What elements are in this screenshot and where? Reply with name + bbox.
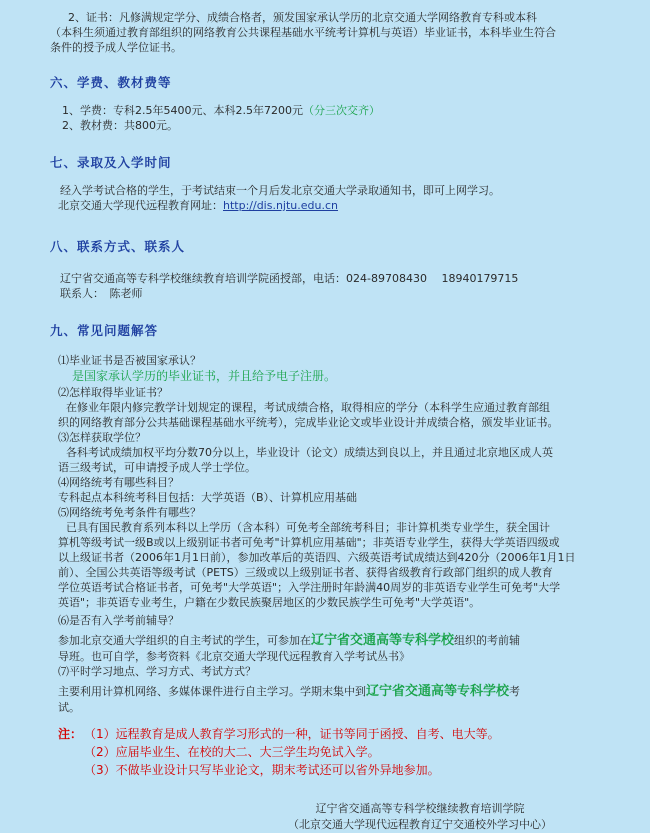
signature-block xyxy=(20,801,590,833)
faq-a7-line-1 xyxy=(58,683,630,700)
faq-a5-line-2: 算机等级考试一级B或以上级别证书者可免考"计算机应用基础"；非英语专业学生，获得大学英语四级或 xyxy=(58,536,560,549)
faq-a2-line-1: 在修业年限内修完教学计划规定的课程，考试成绩合格，取得相应的学分（本科学生应通过教育部组 xyxy=(66,401,550,414)
website-label: 北京交通大学现代远程教育网址： xyxy=(58,199,223,212)
faq-q6: ⑹是否有入学考前辅导？ xyxy=(58,614,179,627)
signature-line-1: 辽宁省交通高等专科学校继续教育培训学院 xyxy=(315,802,525,815)
certificate-line-3: 条件的授予成人学位证书。 xyxy=(50,41,182,54)
faq-a1 xyxy=(58,368,630,385)
admission-line-2 xyxy=(20,198,630,213)
faq-a6-line-1 xyxy=(58,632,630,649)
notes-block xyxy=(20,725,630,779)
faq-a7-post: 考 xyxy=(509,685,521,698)
faq-a7-school: 辽宁省交通高等专科学校 xyxy=(366,684,510,699)
faq-a5-line-3: 以上级证书者（2006年1月1日前），参加改革后的英语四、六级英语考试成绩达到420分（2006年1月1日 xyxy=(58,551,576,564)
note-3: （3）不做毕业设计只写毕业论文，期末考试还可以省外异地参加。 xyxy=(84,763,440,777)
section-contact xyxy=(20,271,630,301)
faq-a3-line-1: 各科考试成绩加权平均分数70分以上，毕业设计（论文）成绩达到良以上，并且通过北京地区成人英 xyxy=(66,446,553,459)
admission-line-1: 经入学考试合格的学生，于考试结束一个月后发北京交通大学录取通知书，即可上网学习。 xyxy=(60,184,500,197)
note-2: （2）应届毕业生、在校的大二、大三学生均免试入学。 xyxy=(84,745,380,759)
section-admission xyxy=(20,183,630,213)
faq-a3-line-2: 语三级考试，可申请授予成人学士学位。 xyxy=(58,461,256,474)
website-link[interactable]: http://dis.njtu.edu.cn xyxy=(223,199,339,212)
faq-a6-school: 辽宁省交通高等专科学校 xyxy=(311,633,455,648)
notes-label: 注： xyxy=(58,727,83,741)
fee-tuition xyxy=(20,103,630,118)
faq-a7-line-2: 试。 xyxy=(58,701,80,714)
faq-a2-line-2: 织的网络教育部分公共基础课程基础水平统考），完成毕业论文或毕业设计并成绩合格，颁发毕业证书。 xyxy=(58,416,559,429)
faq-q4: ⑷网络统考有哪些科目？ xyxy=(58,476,179,489)
contact-line-1: 辽宁省交通高等专科学校继续教育培训学院函授部，电话：024-89708430 18940179715 xyxy=(60,272,519,285)
certificate-line-2: （本科生须通过教育部组织的网络教育公共课程基础水平统考计算机与英语）毕业证书，本科毕业生符合 xyxy=(50,26,556,39)
certificate-line-1: 2、证书：凡修满规定学分、成绩合格者，颁发国家承认学历的北京交通大学网络教育专科或本科 xyxy=(68,11,537,24)
section-certificate xyxy=(20,10,630,55)
section-faq xyxy=(20,353,630,715)
faq-a6-post: 组织的考前辅 xyxy=(454,634,521,647)
fee-materials: 2、教材费：共800元。 xyxy=(62,119,178,132)
heading-admission: 七、录取及入学时间 xyxy=(50,155,172,170)
faq-q5: ⑸网络统考免考条件有哪些？ xyxy=(58,506,201,519)
faq-a5-line-5: 学位英语考试合格证书者，可免考"大学英语"；入学注册时年龄满40周岁的非英语专业学生可免考"大学 xyxy=(58,581,561,594)
section-fees xyxy=(20,103,630,133)
faq-a1-text: 是国家承认学历的毕业证书，并且给予电子注册。 xyxy=(72,369,337,383)
faq-a4: 专科起点本科统考科目包括：大学英语（B）、计算机应用基础 xyxy=(58,491,358,504)
fee-tuition-note: （分三次交齐） xyxy=(302,104,380,117)
faq-a7-pre: 主要利用计算机网络、多媒体课件进行自主学习。学期末集中到 xyxy=(58,685,366,698)
faq-a5-line-6: 英语"；非英语专业考生，户籍在少数民族聚居地区的少数民族学生可免考"大学英语"。 xyxy=(58,596,481,609)
note-1: （1）远程教育是成人教育学习形式的一种，证书等同于函授、自考、电大等。 xyxy=(84,727,500,741)
heading-faq: 九、常见问题解答 xyxy=(50,323,159,338)
faq-a5-line-1: 已具有国民教育系列本科以上学历（含本科）可免考全部统考科目；非计算机类专业学生，获全国计 xyxy=(66,521,550,534)
faq-a6-line-2: 导班。也可自学，参考资料《北京交通大学现代远程教育入学考试丛书》 xyxy=(58,650,410,663)
faq-a6-pre: 参加北京交通大学组织的自主考试的学生，可参加在 xyxy=(58,634,311,647)
faq-q7: ⑺平时学习地点、学习方式、考试方式？ xyxy=(58,665,256,678)
heading-fees: 六、学费、教材费等 xyxy=(50,75,172,90)
faq-q1: ⑴毕业证书是否被国家承认？ xyxy=(58,354,201,367)
faq-q2: ⑵怎样取得毕业证书？ xyxy=(58,386,168,399)
fee-tuition-text: 1、学费：专科2.5年5400元、本科2.5年7200元 xyxy=(62,104,303,117)
faq-q3: ⑶怎样获取学位？ xyxy=(58,431,146,444)
signature-line-2: （北京交通大学现代远程教育辽宁交通校外学习中心） xyxy=(288,818,552,831)
contact-person: 联系人： 陈老师 xyxy=(60,287,143,300)
faq-a5-line-4: 前）、全国公共英语等级考试（PETS）三级或以上级别证书者、获得省级教育行政部门组织的成人教育 xyxy=(58,566,553,579)
heading-contact: 八、联系方式、联系人 xyxy=(50,239,186,254)
